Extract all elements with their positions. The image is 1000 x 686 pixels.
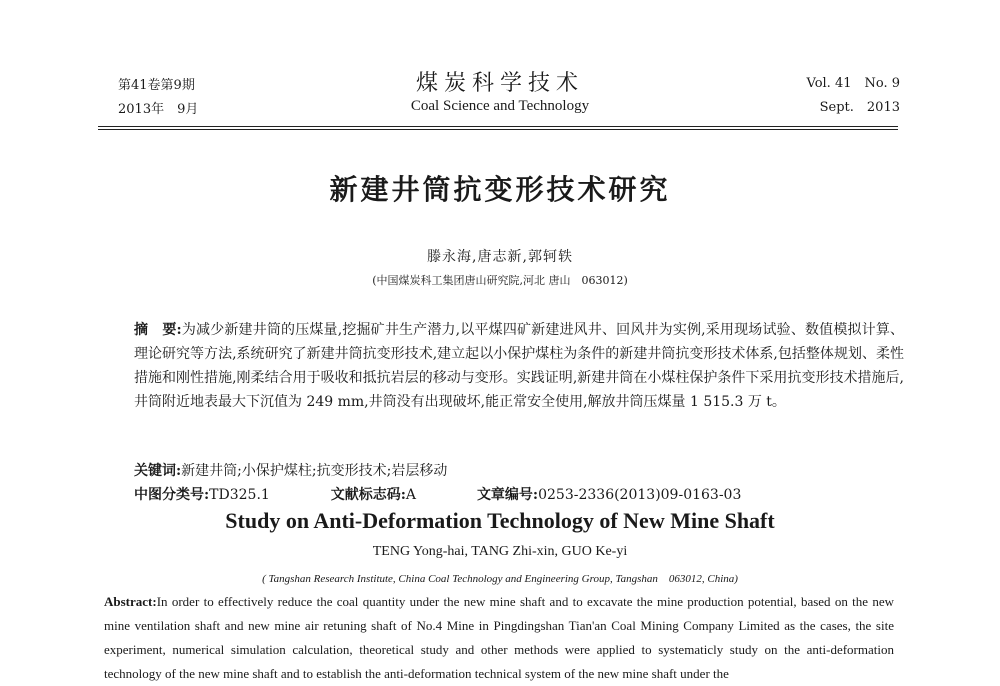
header-rule-bottom — [98, 129, 898, 130]
doc-code-label: 文献标志码: — [330, 487, 406, 503]
abstract-label-en: Abstract: — [104, 594, 157, 609]
abstract-text-cn: 为减少新建井筒的压煤量,挖掘矿井生产潜力,以平煤四矿新建进风井、回风井为实例,采用现场试验、数值模拟计算、理论研究等方法,系统研究了新建井筒抗变形技术,建立起以小保护煤柱为条件的新建井筒抗变形技术体系,包括整体规划、柔性措施和刚性措施,刚柔结合用于吸收和抵抗岩层的移动与变形。实践证明,新建井筒在小煤柱保护条件下采用抗变形技术措施后,井筒附近地表最大下沉值为 249 mm,井筒没有出现破坏,能正常安全使用,解放井筒压煤量 1 515.3 万 t。 — [134, 322, 904, 410]
header-volume-issue-en: Vol. 41 No. 9 — [806, 76, 900, 91]
affiliation-en: ( Tangshan Research Institute, China Coal Technology and Engineering Group, Tangshan 063012, China) — [262, 573, 738, 585]
abstract-label-cn: 摘 要: — [134, 322, 182, 338]
header-date-en: Sept. 2013 — [819, 100, 900, 115]
abstract-en — [104, 590, 894, 686]
header-volume-issue-cn: 第41卷第9期 — [118, 78, 195, 93]
authors-cn: 滕永海,唐志新,郭轲轶 — [427, 249, 573, 265]
abstract-text-en: In order to effectively reduce the coal quantity under the new mine shaft and to excavate the mine production potential, based on the new mine ventilation shaft and new mine air retuning shaft of No.4 Mine in Pingdingshan Tian'an Coal Mining Company Limited as the cases, the site experiment, numerical simulation calculation, theoretical study and other methods were applied to systematicly study on the anti-deformation technology of the new mine shaft and to establish the anti-deformation technical system of the new mine shaft under the — [104, 594, 894, 681]
clc-label: 中图分类号: — [134, 487, 210, 503]
authors-en: TENG Yong-hai, TANG Zhi-xin, GUO Ke-yi — [372, 544, 628, 559]
classification-line — [134, 484, 741, 504]
keywords-label-cn: 关键词: — [134, 463, 182, 479]
article-no-label: 文章编号: — [476, 487, 539, 503]
affiliation-cn: (中国煤炭科工集团唐山研究院,河北 唐山 063012) — [372, 274, 628, 287]
clc-value: TD325.1 — [209, 487, 270, 503]
journal-name-cn: 煤炭科学技术 — [415, 71, 584, 96]
article-no-value: 0253-2336(2013)09-0163-03 — [538, 487, 742, 503]
journal-name-en: Coal Science and Technology — [410, 98, 590, 114]
article-title-en: Study on Anti-Deformation Technology of New Mine Shaft — [225, 508, 775, 533]
keywords-text-cn: 新建井筒;小保护煤柱;抗变形技术;岩层移动 — [181, 463, 448, 479]
abstract-cn — [134, 318, 904, 414]
header-date-cn: 2013年 9月 — [118, 102, 199, 117]
doc-code-value: A — [405, 487, 417, 503]
keywords-cn — [134, 460, 447, 480]
article-title-cn: 新建井筒抗变形技术研究 — [329, 173, 671, 206]
header-rule-top — [98, 126, 898, 127]
